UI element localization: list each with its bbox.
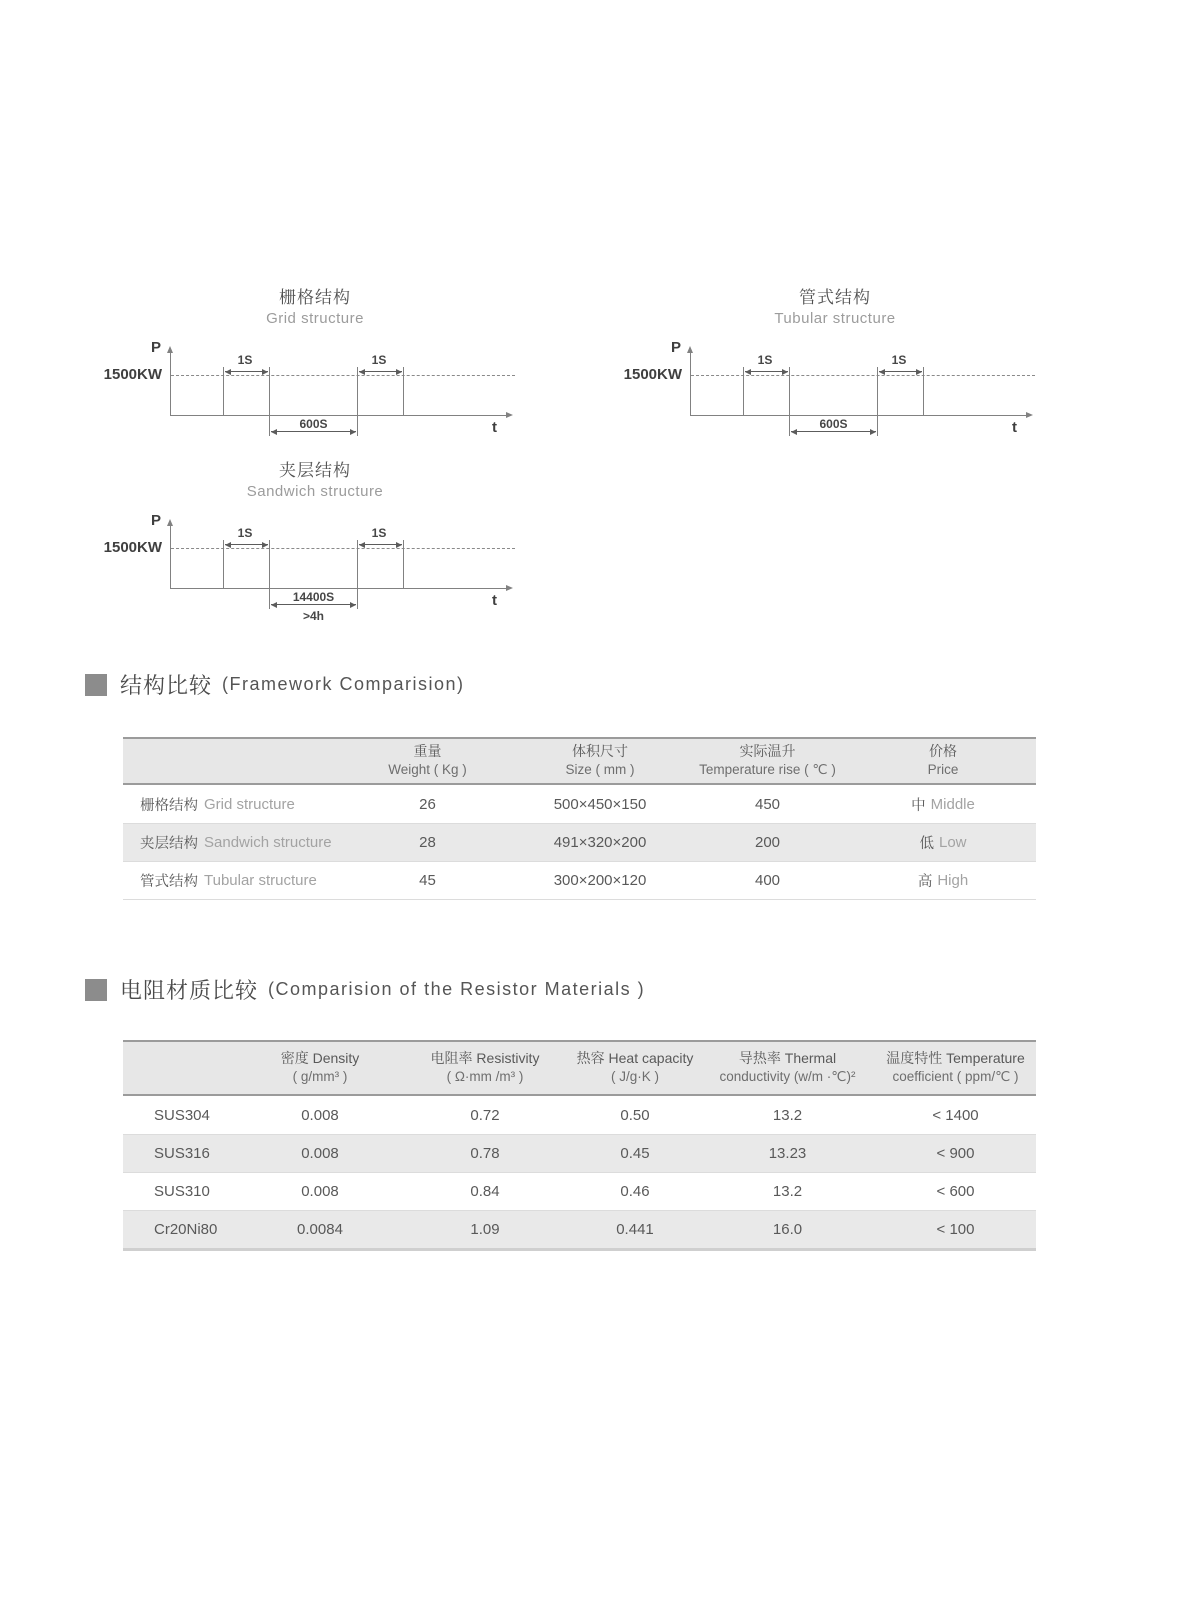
pulse-plot [623, 339, 1035, 436]
cell-temp-coefficient: < 900 [936, 1145, 975, 1162]
row-label: Cr20Ni80 [154, 1221, 218, 1238]
pulse-edge [403, 367, 404, 415]
cell-density: 0.008 [301, 1106, 339, 1124]
cell-temp-coefficient: < 100 [936, 1221, 975, 1238]
power-level-label: 1500KW [103, 366, 162, 383]
y-axis-arrow-icon [167, 346, 173, 353]
cell-size: 500×450×150 [553, 795, 647, 813]
row-label: 栅格结构 Grid structure [140, 795, 295, 814]
section-header-framework [85, 669, 465, 700]
pulse-width-label: 1S [757, 353, 773, 367]
pulse-plot [103, 339, 515, 436]
pulse-width-arrow-icon [879, 371, 922, 372]
cell-temp-rise: 200 [754, 834, 781, 851]
table-row-sus310 [123, 1172, 1036, 1210]
cell-heat-capacity: 0.50 [620, 1106, 650, 1124]
cell-thermal-conductivity: 13.2 [772, 1106, 803, 1124]
section-title-zh: 结构比较 [120, 673, 213, 698]
header-cell-empty [123, 739, 340, 783]
header-cell-weight: 重量 Weight ( Kg ) [388, 743, 467, 778]
cell-weight: 45 [419, 872, 436, 889]
pulse-width-label: 1S [237, 353, 253, 367]
cell-price: 中 Middle [911, 795, 975, 814]
framework-comparison-table [123, 737, 1036, 900]
power-level-label: 1500KW [103, 539, 162, 556]
header-cell-thermal-conductivity: 导热率 Thermal conductivity (w/m ·℃)² [719, 1050, 856, 1085]
pulse-edge [923, 367, 924, 415]
x-axis-arrow-icon [506, 412, 513, 418]
pulse-width-label: 1S [371, 526, 387, 540]
diagram-title-zh: 栅格结构 [279, 288, 351, 307]
interval-sub-label: >4h [302, 609, 324, 623]
header-cell-temp-coefficient: 温度特性 Temperature coefficient ( ppm/℃ ) [886, 1050, 1025, 1085]
pulse-diagram-tubular [625, 283, 1045, 453]
cell-size: 491×320×200 [553, 834, 647, 851]
header-cell-empty [123, 1042, 240, 1094]
pulse-edge [269, 367, 270, 415]
pulse-edge [357, 540, 358, 588]
cell-thermal-conductivity: 13.2 [772, 1183, 803, 1200]
pulse-diagram-sandwich [105, 456, 525, 641]
table-row-tubular-structure [123, 861, 1036, 899]
cell-resistivity: 0.72 [470, 1106, 500, 1124]
y-axis [690, 352, 691, 415]
cell-density: 0.008 [301, 1183, 339, 1200]
cell-weight: 28 [419, 834, 436, 851]
row-label: 管式结构 Tubular structure [140, 872, 317, 890]
cell-weight: 26 [419, 795, 436, 813]
pulse-plot [103, 512, 515, 623]
section-square-icon [85, 674, 107, 696]
y-axis-arrow-icon [687, 346, 693, 353]
cell-temp-rise: 450 [754, 795, 781, 813]
pulse-width-arrow-icon [745, 371, 788, 372]
row-label: SUS310 [154, 1183, 210, 1200]
y-axis-label: P [151, 512, 162, 529]
cell-heat-capacity: 0.441 [616, 1221, 654, 1238]
x-axis-label: t [492, 592, 497, 609]
x-axis-label: t [1012, 419, 1017, 436]
x-axis-label: t [492, 419, 497, 436]
pulse-width-arrow-icon [359, 544, 402, 545]
y-axis-label: P [151, 339, 162, 356]
interval-label: 600S [299, 416, 328, 431]
interval-arrow-icon [791, 431, 876, 432]
section-header-materials [85, 974, 645, 1005]
table-row-cr20ni80 [123, 1210, 1036, 1248]
pulse-edge [223, 367, 224, 415]
pulse-diagram-grid [105, 283, 525, 453]
cell-density: 0.008 [301, 1145, 339, 1162]
pulse-edge [743, 367, 744, 415]
cell-heat-capacity: 0.45 [620, 1145, 650, 1162]
table-row-sus304 [123, 1096, 1036, 1134]
pulse-edge [403, 540, 404, 588]
interval-arrow-icon [271, 431, 356, 432]
y-axis [170, 525, 171, 588]
cell-resistivity: 0.78 [470, 1145, 500, 1162]
cell-size: 300×200×120 [553, 872, 647, 889]
header-cell-size: 体积尺寸 Size ( mm ) [565, 743, 635, 778]
header-cell-resistivity: 电阻率 Resistivity ( Ω·mm /m³ ) [430, 1050, 540, 1085]
interval-label: 14400S [292, 589, 335, 604]
pulse-width-arrow-icon [359, 371, 402, 372]
table-header-row [123, 739, 1036, 785]
header-cell-heat-capacity: 热容 Heat capacity ( J/g·K ) [576, 1050, 694, 1085]
table-row-grid-structure [123, 785, 1036, 823]
x-axis-arrow-icon [506, 585, 513, 591]
y-axis [170, 352, 171, 415]
cell-temp-coefficient: < 1400 [932, 1106, 979, 1124]
pulse-width-label: 1S [371, 353, 387, 367]
section-square-icon [85, 979, 107, 1001]
resistor-materials-table [123, 1040, 1036, 1251]
section-title-zh: 电阻材质比较 [120, 978, 259, 1003]
cell-heat-capacity: 0.46 [620, 1183, 650, 1200]
row-label: SUS304 [154, 1106, 210, 1124]
y-axis-label: P [671, 339, 682, 356]
cell-temp-coefficient: < 600 [936, 1183, 975, 1200]
pulse-width-label: 1S [237, 526, 253, 540]
pulse-edge [357, 367, 358, 415]
interval-arrow-icon [271, 604, 356, 605]
pulse-width-arrow-icon [225, 544, 268, 545]
table-row-sandwich-structure [123, 823, 1036, 861]
cell-thermal-conductivity: 13.23 [768, 1145, 807, 1162]
cell-thermal-conductivity: 16.0 [772, 1221, 803, 1238]
cell-price: 低 Low [919, 834, 967, 852]
section-title-en: (Framework Comparision) [222, 674, 465, 694]
x-axis-arrow-icon [1026, 412, 1033, 418]
y-axis-arrow-icon [167, 519, 173, 526]
diagram-title-en: Tubular structure [774, 310, 896, 327]
diagram-title-zh: 夹层结构 [279, 461, 351, 480]
pulse-edge [269, 540, 270, 588]
header-cell-price: 价格 Price [927, 743, 959, 778]
interval-label: 600S [819, 416, 848, 431]
cell-temp-rise: 400 [754, 872, 781, 889]
pulse-width-label: 1S [891, 353, 907, 367]
diagram-title-zh: 管式结构 [799, 288, 871, 307]
power-level-label: 1500KW [623, 366, 682, 383]
diagram-title-en: Grid structure [266, 310, 364, 327]
table-row-sus316 [123, 1134, 1036, 1172]
cell-density: 0.0084 [297, 1221, 343, 1238]
cell-resistivity: 1.09 [470, 1221, 500, 1238]
row-label: SUS316 [154, 1145, 210, 1162]
cell-price: 高 High [917, 872, 969, 890]
diagram-title-en: Sandwich structure [246, 483, 384, 500]
pulse-edge [223, 540, 224, 588]
section-title-en: (Comparision of the Resistor Materials ) [268, 979, 646, 999]
row-label: 夹层结构 Sandwich structure [140, 834, 332, 852]
table-header-row [123, 1042, 1036, 1096]
pulse-width-arrow-icon [225, 371, 268, 372]
pulse-edge [877, 367, 878, 415]
header-cell-temp-rise: 实际温升 Temperature rise ( ℃ ) [699, 743, 836, 778]
header-cell-density: 密度 Density ( g/mm³ ) [280, 1050, 360, 1085]
cell-resistivity: 0.84 [470, 1183, 500, 1200]
pulse-edge [789, 367, 790, 415]
